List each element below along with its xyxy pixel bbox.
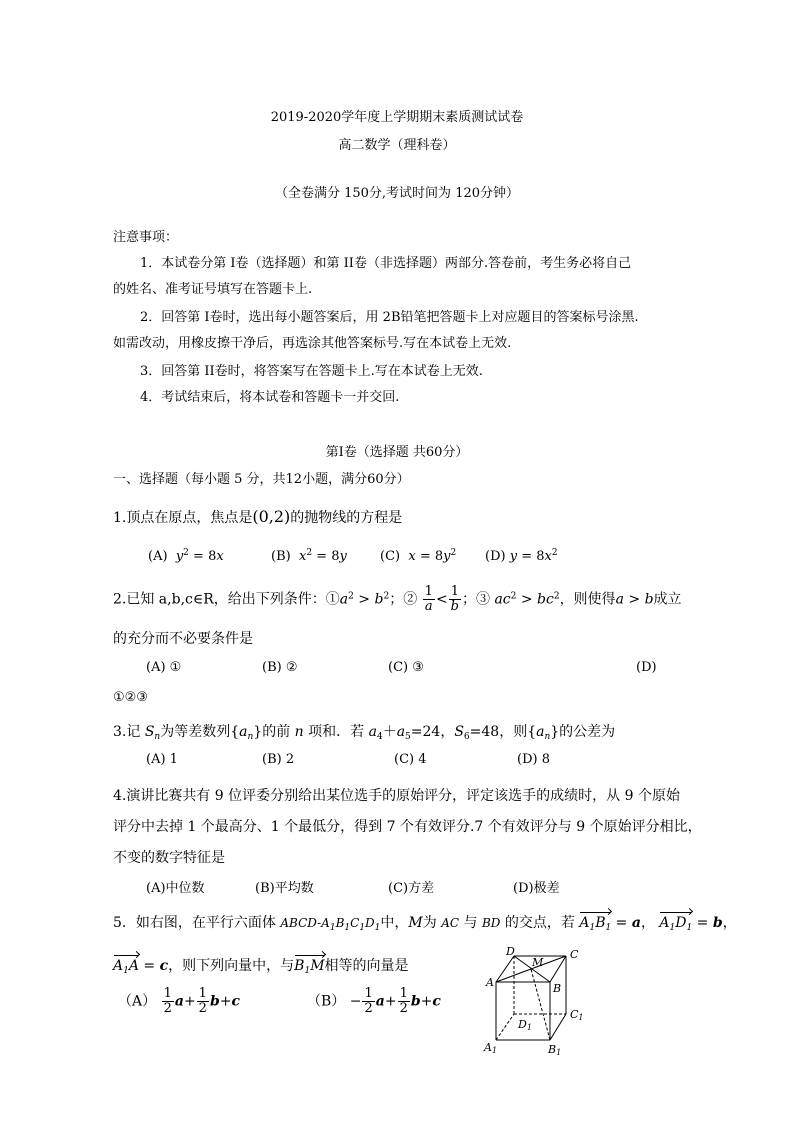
question-1-option-c: (C) $x = 8y^2$ <box>380 548 457 564</box>
fraction-1-over-b: $\frac{1}{b}$ <box>450 584 459 614</box>
note-item-2-line-2: 如需改动，用橡皮擦干净后，再选涂其他答案标号.写在本试卷上无效. <box>113 336 512 351</box>
question-2-option-d-value: ①②③ <box>113 690 148 705</box>
question-1-focus-point: (0,2) <box>252 507 291 526</box>
note-item-1-line-1: 1．本试卷分第 I卷（选择题）和第 II卷（非选择题）两部分.答卷前，考生务必将自己 <box>140 256 632 271</box>
question-3-option-a: (A) 1 <box>146 752 178 767</box>
vector-B1M: $B_1M$ <box>294 958 325 976</box>
question-5-option-a: （A） $\frac{1}{2}$ a+ $\frac{1}{2}$ b+c <box>118 986 241 1016</box>
question-1-option-b: (B) $x^2 = 8y$ <box>271 548 347 564</box>
option-label: (D) <box>485 549 506 564</box>
question-2-stem-line-2: 的充分而不必要条件是 <box>113 631 253 647</box>
option-label: (C) <box>380 549 401 564</box>
label-A1: A1 <box>484 1041 498 1055</box>
question-2-option-b: (B) ② <box>262 660 298 675</box>
question-4-option-b: (B)平均数 <box>255 881 314 896</box>
edge-B1C1 <box>550 1014 566 1040</box>
option-label: （B） <box>307 993 346 1010</box>
question-3-text-a: 3.记 <box>113 724 141 740</box>
exam-subtitle: 高二数学（理科卷） <box>338 138 456 153</box>
fraction-1-over-a: $\frac{1}{a}$ <box>424 584 433 614</box>
question-4-line-3: 不变的数字特征是 <box>113 850 225 866</box>
question-4-option-c: (C)方差 <box>388 881 435 896</box>
question-2-option-c: (C) ③ <box>388 660 424 675</box>
question-5-option-b: （B） − $\frac{1}{2}$ a+ $\frac{1}{2}$ b+c <box>307 986 441 1016</box>
question-1-option-d: (D) $y = 8x^2$ <box>485 548 558 564</box>
question-5-text-g: 相等的向量是 <box>324 958 409 974</box>
question-2-sep-1: ；② <box>389 591 418 608</box>
label-D: D <box>506 946 515 958</box>
question-5-text-e: 的交点，若 <box>504 915 575 931</box>
question-5-text-b: 中， <box>380 915 409 931</box>
label-M: M <box>532 956 544 969</box>
question-3-text-e: =24， <box>410 724 455 740</box>
question-5-text-f: ，则下列向量中，与 <box>168 958 295 974</box>
edge-BC <box>550 956 566 982</box>
question-2-option-d-label: (D) <box>636 660 657 675</box>
question-4-line-1: 4.演讲比赛共有 9 位评委分别给出某位选手的原始评分，评定该选手的成绩时，从 9 个原始 <box>113 788 680 804</box>
section-title: 第Ⅰ卷（选择题 共60分） <box>325 445 469 460</box>
question-2-stem: 2.已知 a,b,c∈R，给出下列条件：$①a^2 > b^2$；② $\frac{1}{a}$ < $\frac{1}{b}$ ；③ $ac^2 > bc^2$，则使得a > b成立 <box>113 584 682 614</box>
vector-A1A: $A_1A$ <box>113 958 139 976</box>
question-1-text-a: 1.顶点在原点，焦点是 <box>113 510 253 526</box>
label-D1: D1 <box>518 1018 532 1032</box>
label-C1: C1 <box>570 1008 584 1022</box>
question-2-sep-2: ；③ <box>462 591 490 608</box>
question-5-text-a: 5．如右图，在平行六面体 <box>113 915 276 931</box>
part-heading: 一、选择题（每小题 5 分，共12小题，满分60分） <box>113 472 410 487</box>
note-item-3: 3．回答第 II卷时，将答案写在答题卡上.写在本试卷上无效. <box>140 364 483 379</box>
question-1-text-b: 的抛物线的方程是 <box>290 510 403 526</box>
question-2-option-a: (A) ① <box>146 660 182 675</box>
option-label: （A） <box>118 993 157 1010</box>
note-item-2-line-1: 2．回答第 I卷时，选出每小题答案后，用 2B铅笔把答题卡上对应题目的答案标号涂黑. <box>140 310 639 325</box>
exam-title: 2019-2020学年度上学期期末素质测试试卷 <box>270 110 524 125</box>
question-4-option-d: (D)极差 <box>513 881 560 896</box>
question-3-option-b: (B) 2 <box>262 752 295 767</box>
vector-A1D1: $A_1D_1$ <box>659 915 693 933</box>
question-2-text-c: 成立 <box>653 591 682 608</box>
question-3-text-b: 为等差数列{ <box>160 724 240 740</box>
question-4-line-2: 评分中去掉 1 个最高分、1 个最低分，得到 7 个有效评分.7 个有效评分与 9 个原始评分相比， <box>113 819 702 835</box>
exam-info: （全卷满分 150分,考试时间为 120分钟） <box>274 186 520 201</box>
question-2-text-a: 2.已知 a,b,c∈R，给出下列条件：① <box>113 591 340 608</box>
label-B: B <box>553 982 562 995</box>
note-item-1-line-2: 的姓名、准考证号填写在答题卡上. <box>113 282 313 297</box>
question-3-text-d: 项和．若 <box>308 724 365 740</box>
question-5-text-c: 为 <box>422 915 437 931</box>
question-5-text-d: 与 <box>463 915 478 931</box>
edge-AD <box>496 956 514 982</box>
question-3-text-f: =48，则{ <box>469 724 537 740</box>
option-label: (B) <box>271 549 291 564</box>
question-3-text-c: }的前 <box>253 724 291 740</box>
question-3-option-c: (C) 4 <box>394 752 427 767</box>
question-4-option-a: (A)中位数 <box>146 881 205 896</box>
question-3-text-g: }的公差为 <box>550 724 616 740</box>
question-2-text-b: ，则使得 <box>559 591 616 608</box>
note-item-4: 4．考试结束后，将本试卷和答题卡一并交回. <box>140 390 400 405</box>
question-5-stem-line-2: $A_1A = c$，则下列向量中，与$B_1M$相等的向量是 <box>113 958 409 976</box>
edge-A1D1 <box>496 1014 514 1040</box>
option-label: (A) <box>148 549 168 564</box>
notes-heading: 注意事项： <box>113 230 179 245</box>
question-3-option-d: (D) 8 <box>517 752 550 767</box>
vector-A1B1: $A_1B_1$ <box>579 915 612 933</box>
label-A: A <box>486 976 494 989</box>
parallelepiped-figure <box>478 946 588 1058</box>
question-1-option-a: (A) $y^2 = 8x$ <box>148 548 224 564</box>
label-C: C <box>570 948 579 961</box>
question-3-stem: 3.记 $S_n$为等差数列$\{a_n\}$的前 n 项和．若 $a_4+a_5=24$，$S_6=48$，则$\{a_n\}$的公差为 <box>113 724 616 742</box>
question-5-stem: 5．如右图，在平行六面体 ABCD-$A_1B_1C_1D_1$中，M为 AC 与 BD 的交点，若 $A_1B_1 = a$， $A_1D_1 = b$， <box>113 915 737 933</box>
question-1-stem <box>113 507 402 527</box>
label-B1: B1 <box>548 1043 562 1057</box>
